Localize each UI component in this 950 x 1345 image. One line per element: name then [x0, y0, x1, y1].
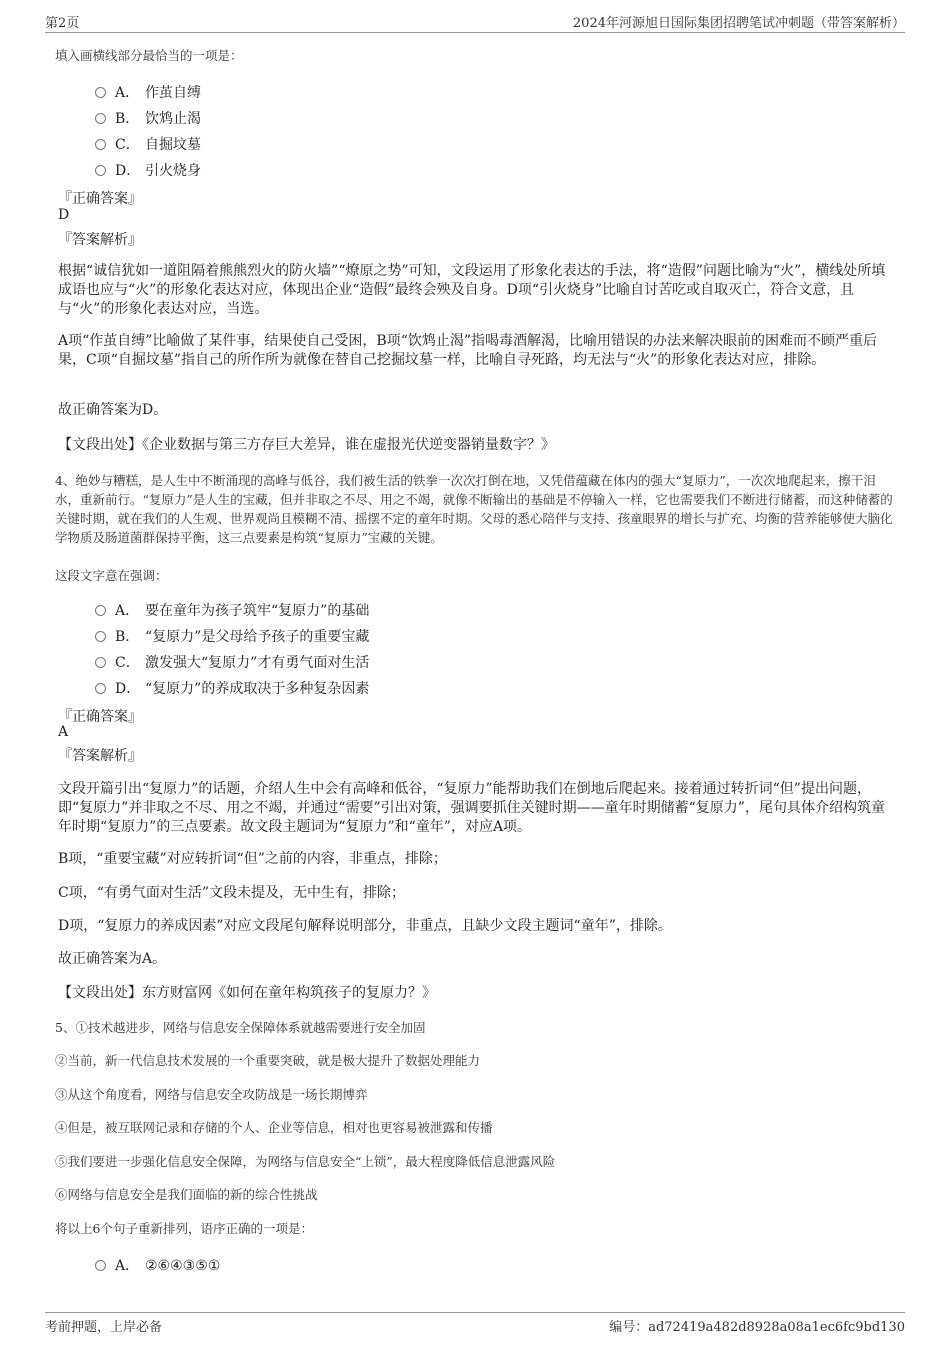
q3-analysis-label: 『答案解析』 — [58, 232, 142, 248]
radio-icon[interactable] — [95, 1260, 106, 1271]
q3-analysis-p1: 根据“诚信犹如一道阻隔着熊熊烈火的防火墙”“燎原之势”可知，文段运用了形象化表达的手法，将“造假”问题比喻为“火”，横线处所填成语也应与“火”的形象化表达对应，体现出企业“造假”最终会殃及自身。D项“引火烧身”比喻自讨苦吃或自取灭亡，符合文意，且与“火”的形象化表达对应，当选。 — [58, 263, 886, 317]
q3-analysis-p3: 故正确答案为D。 — [58, 402, 168, 418]
q3-option-a[interactable] — [95, 82, 201, 102]
q5-sentence-3: ③从这个角度看，网络与信息安全攻防战是一场长期博弈 — [55, 1087, 368, 1102]
option-letter: D． — [115, 163, 141, 179]
q4-analysis-p2: B项，“重要宝藏”对应转折词“但”之前的内容，非重点，排除； — [58, 851, 447, 867]
option-text: “复原力”是父母给予孩子的重要宝藏 — [145, 629, 370, 645]
q4-option-a[interactable] — [95, 600, 369, 620]
option-letter: A． — [115, 603, 140, 619]
page-footer — [45, 1312, 905, 1337]
radio-icon[interactable] — [95, 165, 106, 176]
q5-sentence-5: ⑤我们要进一步强化信息安全保障，为网络与信息安全“上锁”，最大程度降低信息泄露风险 — [55, 1154, 556, 1169]
option-text: 要在童年为孩子筑牢“复原力”的基础 — [145, 603, 370, 619]
radio-icon[interactable] — [95, 657, 106, 668]
option-letter: D． — [115, 681, 141, 697]
option-letter: A． — [115, 1258, 140, 1274]
q5-sentence-6: ⑥网络与信息安全是我们面临的新的综合性挑战 — [55, 1187, 318, 1202]
q5-sentence-1: 5、①技术越进步，网络与信息安全保障体系就越需要进行安全加固 — [55, 1020, 426, 1035]
q5-sentence-4: ④但是，被互联网记录和存储的个人、企业等信息，相对也更容易被泄露和传播 — [55, 1120, 493, 1135]
q4-analysis-p1: 文段开篇引出“复原力”的话题，介绍人生中会有高峰和低谷，“复原力”能帮助我们在倒地后爬起来。接着通过转折词“但”提出问题，即“复原力”并非取之不尽、用之不竭，并通过“需要”引出对策，强调要抓住关键时期——童年时期储蓄“复原力”，尾句具体介绍构筑童年时期“复原力”的三点要素。故文段主题词为“复原力”和“童年”，对应A项。 — [58, 781, 885, 835]
q5-option-a[interactable] — [95, 1255, 220, 1275]
q4-analysis-label: 『答案解析』 — [58, 748, 142, 764]
radio-icon[interactable] — [95, 631, 106, 642]
q3-option-d[interactable] — [95, 160, 201, 180]
q3-option-c[interactable] — [95, 134, 201, 154]
option-text: 引火烧身 — [145, 163, 201, 179]
option-text: ②⑥④③⑤① — [145, 1258, 221, 1274]
radio-icon[interactable] — [95, 605, 106, 616]
option-letter: A． — [115, 85, 140, 101]
q5-sentence-2: ②当前，新一代信息技术发展的一个重要突破，就是极大提升了数据处理能力 — [55, 1053, 481, 1068]
page-number: 第2页 — [45, 16, 80, 31]
option-text: “复原力”的养成取决于多种复杂因素 — [145, 681, 370, 697]
option-letter: C． — [115, 655, 140, 671]
q4-answer: A — [58, 724, 69, 740]
q4-passage: 4、绝妙与糟糕，是人生中不断涌现的高峰与低谷，我们被生活的铁拳一次次打倒在地，又凭借蕴藏在体内的强大“复原力”，一次次地爬起来，擦干泪水，重新前行。“复原力”是人生的宝藏，但并非取之不尽、用之不竭，就像不断输出的基础是不停输入一样，它也需要我们不断进行储蓄，而这种储蓄的关键时期，就在我们的人生观、世界观尚且模糊不清、摇摆不定的童年时期。父母的悉心陪伴与支持、孩童眼界的增长与扩充、均衡的营养能够使大脑化学物质及肠道菌群保持平衡，这三点要素是构筑“复原力”宝藏的关键。 — [55, 473, 893, 545]
q3-answer-label: 『正确答案』 — [58, 191, 142, 207]
q3-analysis-p2: A项“作茧自缚”比喻做了某件事，结果使自己受困，B项“饮鸩止渴”指喝毒酒解渴，比喻用错误的办法来解决眼前的困难而不顾严重后果，C项“自掘坟墓”指自己的所作所为就像在替自己挖掘坟墓一样，比喻自寻死路，均无法与“火”的形象化表达对应，排除。 — [58, 333, 878, 368]
option-letter: B． — [115, 111, 140, 127]
radio-icon[interactable] — [95, 139, 106, 150]
option-text: 激发强大“复原力”才有勇气面对生活 — [145, 655, 370, 671]
q4-option-c[interactable] — [95, 652, 369, 672]
radio-icon[interactable] — [95, 113, 106, 124]
document-code: 编号：ad72419a482d8928a08a1ec6fc9bd130 — [609, 1320, 905, 1335]
document-title: 2024年河源旭日国际集团招聘笔试冲刺题（带答案解析） — [572, 16, 905, 31]
q4-analysis-p3: C项，“有勇气面对生活”文段未提及，无中生有，排除； — [58, 885, 406, 901]
q3-answer: D — [58, 207, 70, 223]
q4-option-b[interactable] — [95, 626, 369, 646]
radio-icon[interactable] — [95, 683, 106, 694]
q4-prompt: 这段文字意在强调： — [55, 568, 168, 583]
q3-source: 【文段出处】《企业数据与第三方存巨大差异，谁在虚报光伏逆变器销量数字？》 — [58, 437, 555, 453]
option-text: 作茧自缚 — [145, 85, 201, 101]
q3-prompt: 填入画横线部分最恰当的一项是： — [55, 48, 243, 63]
q4-analysis-p4: D项，“复原力的养成因素”对应文段尾句解释说明部分，非重点，且缺少文段主题词“童年”，排除。 — [58, 918, 672, 934]
q5-prompt: 将以上6个句子重新排列，语序正确的一项是： — [55, 1221, 313, 1236]
page-header — [45, 10, 905, 33]
q4-source: 【文段出处】东方财富网《如何在童年构筑孩子的复原力？》 — [58, 985, 436, 1001]
option-letter: B． — [115, 629, 140, 645]
radio-icon[interactable] — [95, 87, 106, 98]
option-letter: C． — [115, 137, 140, 153]
q4-option-d[interactable] — [95, 678, 369, 698]
option-text: 自掘坟墓 — [145, 137, 201, 153]
q4-answer-label: 『正确答案』 — [58, 709, 142, 725]
q4-analysis-p5: 故正确答案为A。 — [58, 951, 167, 967]
footer-slogan: 考前押题，上岸必备 — [45, 1320, 163, 1335]
q3-option-b[interactable] — [95, 108, 201, 128]
option-text: 饮鸩止渴 — [145, 111, 201, 127]
